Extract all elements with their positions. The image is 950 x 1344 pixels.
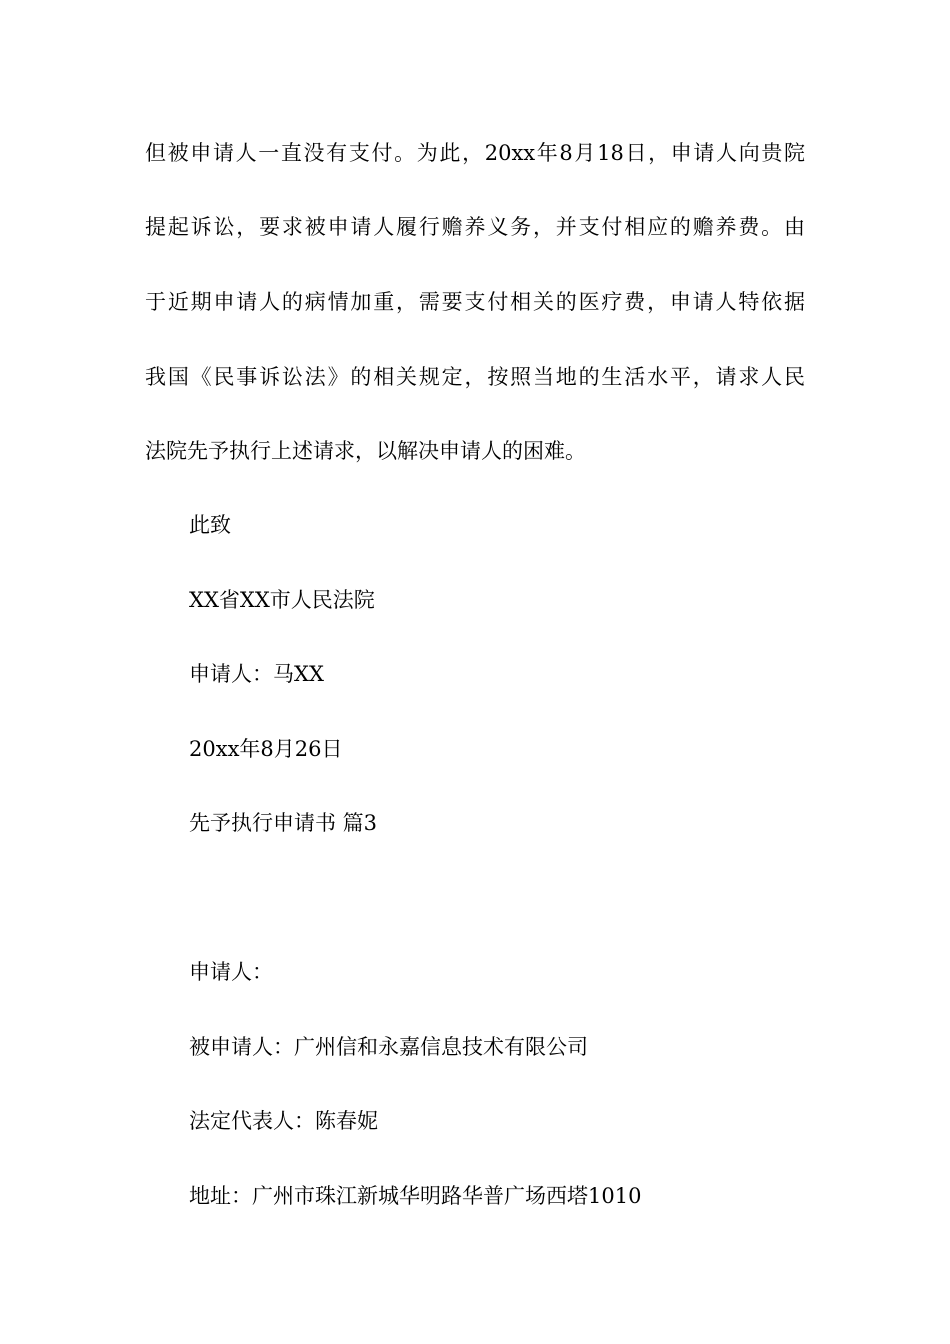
applicant-signature: 申请人：马XX bbox=[189, 662, 324, 686]
section-title: 先予执行申请书 篇3 bbox=[189, 811, 378, 835]
paragraph-line: 法院先予执行上述请求，以解决申请人的困难。 bbox=[145, 439, 586, 463]
address-line: 地址：广州市珠江新城华明路华普广场西塔1010 bbox=[189, 1184, 642, 1208]
paragraph-line: 于近期申请人的病情加重，需要支付相关的医疗费，申请人特依据 bbox=[145, 290, 805, 314]
court-name: XX省XX市人民法院 bbox=[189, 588, 375, 612]
paragraph-line: 我国《民事诉讼法》的相关规定，按照当地的生活水平，请求人民 bbox=[145, 365, 805, 389]
respondent-line: 被申请人：广州信和永嘉信息技术有限公司 bbox=[189, 1035, 588, 1059]
paragraph-line: 提起诉讼，要求被申请人履行赡养义务，并支付相应的赡养费。由 bbox=[145, 215, 805, 239]
paragraph-line: 但被申请人一直没有支付。为此，20xx年8月18日，申请人向贵院 bbox=[145, 141, 805, 165]
legal-representative-line: 法定代表人：陈春妮 bbox=[189, 1109, 378, 1133]
applicant-label: 申请人： bbox=[189, 960, 273, 984]
closing-salutation: 此致 bbox=[189, 513, 231, 537]
document-date: 20xx年8月26日 bbox=[189, 737, 343, 761]
